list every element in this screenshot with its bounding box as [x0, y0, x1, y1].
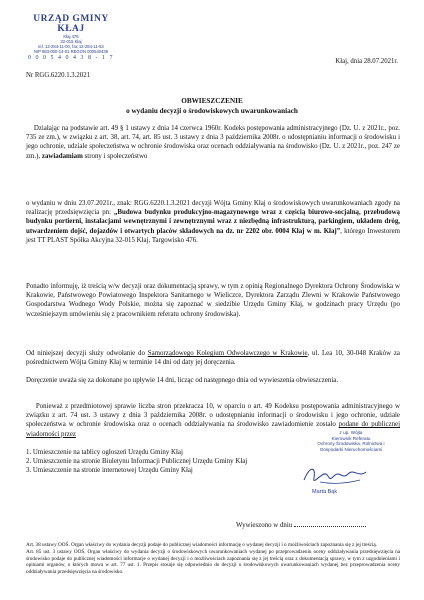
paragraph-delivery: Doręczenie uważa się za dokonane po upływie 14 dni, licząc od następnego dnia od wywieszenia obwieszczenia. [26, 377, 339, 384]
stamp-phones: tel. 12-284-11-00, fax 12-284-11-53 [38, 44, 104, 49]
para2-text: o wydaniu w dniu 23.07.2021r., znak: RGG.6220.1.3.2021 decyzji Wójta Gminy Kłaj o środowiskowych uwarunkowaniach zgody na realizację przedsięwzięcia pn: [26, 200, 400, 217]
posted-on [236, 522, 366, 529]
footnotes [26, 542, 400, 576]
posted-date-line [294, 526, 366, 527]
list-item: 2. Umieszczenie na stronie Biuletynu Informacji Publicznej Urzędu Gminy Kłaj [26, 458, 248, 466]
notice-title: OBWIESZCZENIE [181, 97, 243, 105]
appeal-body: Samorządowego Kolegium Odwoławczego w Krakowie [147, 350, 308, 357]
sign-stamp-line: Ochrony Środowiska, Rolnictwa i [317, 441, 385, 447]
para2-end: , którego Inwestorem jest TT PLAST Spółka Akcyjna 32-015 Kłaj, Targowisko 476. [26, 227, 400, 244]
sign-stamp-line: Kierownik Referatu [331, 435, 371, 441]
list-item: 1. Umieszczenie na tablicy ogłoszeń Urzędu Gminy Kłaj [26, 449, 183, 456]
para1-text: Działając na podstawie art. 49 § 1 ustawy z dnia 14 czerwca 1960r. Kodeks postępowania administracyjnego (Dz. U. z 2021r., poz. 735 ze zm.), w związku z art. 38, art. 74, art. 85 ust. 3 ustawy z dnia 3 października 2008r. o udostępnianiu informacji o środowisku i jego ochronie, udziale społeczeństwa w ochronie środowiska oraz ocenach oddziaływania na środowisko (Dz. U. z 2021r., poz. 247 ze zm.), [26, 125, 400, 160]
reference-number: Nr RGG.6220.1.3.2021 [26, 72, 91, 79]
stamp-address: Kłaj 476 [63, 34, 79, 39]
office-header-stamp [12, 14, 130, 61]
list-item: 3. Umieszczenie na stronie internetowej Urzędu Gminy Kłaj [26, 467, 193, 475]
para1-end: strony i społeczeństwo [84, 152, 148, 160]
paragraph-decision [26, 199, 400, 245]
para4-text: Od niniejszej decyzji służy odwołanie do [26, 350, 145, 357]
handwritten-signature [300, 462, 370, 488]
signature-stamp [292, 430, 410, 452]
para6-underline: podane do publicznej wiadomości przez [26, 421, 400, 438]
para6-text: Ponieważ z przedmiotowej sprawie liczba stron przekracza 10, w oparciu o art. 49 Kodeksu postępowania administracyjnego w związku z art. 74 ust. 3 ustawy z dnia 3 października 2008r. o udostępnianiu informacji o środowisku i jego ochronie, udziale społeczeństwa w ochronie środowiska oraz o ocenach oddziaływania na środowisko zawiadomienie zostało [26, 403, 400, 429]
stamp-nip-regon: NIP 683-000-14-01 REGON 000540438 [33, 49, 109, 54]
stamp-town: KŁAJ [57, 24, 85, 34]
publication-list [26, 448, 247, 476]
place-date: Kłaj, dnia 28.07.2021r. [335, 58, 398, 65]
para1-bold: zawiadamiam [41, 152, 83, 160]
project-name: „Budowa budynku produkcyjno-magazynowego wraz z częścią biurowo-socjalną, przebudową budynku portierni, instalacjami wewnętrznymi i zewnętrznymi wraz z niezbędną infrastrukturą, parkingiem, układem dróg, utwardzeniem dojść, dojazdów i otwartych placów składowych na dz. nr 2202 obr. 0004 Kłaj w m. Kłaj” [26, 209, 400, 235]
posted-label: Wywieszono w dniu [236, 522, 293, 529]
paragraph-appeal [26, 349, 400, 367]
notice-subtitle: o wydaniu decyzji o środowiskowych uwarunkowaniach [126, 107, 298, 115]
sign-stamp-line: z up. Wójta [339, 430, 363, 435]
stamp-org: URZĄD GMINY [33, 14, 109, 24]
signer-name: Marta Bąk [312, 489, 338, 495]
footnote: Art. 38 ustawy OOŚ. Organ właściwy do wydania decyzji podaje do publicznej wiadomości informację o wydanej decyzji i o możliwościach zapoznania się z jej treścią. [26, 542, 377, 548]
stamp-postal: 32-015 Kłaj [60, 39, 82, 44]
para4-end: , ul. Lea 10, 30-048 Kraków za pośrednictwem Wójta Gminy Kłaj w terminie 14 dni od daty jej doręczenia. [26, 350, 400, 367]
footnote: Art. 85 ust. 3 ustawy OOŚ. Organ właściwy do wydania decyzji o środowiskowych uwarunkowaniach wydanej po przeprowadzeniu oceny oddziaływania przedsięwzięcia na środowisko podaje do publicznej wiadomości informacje o wydanej decyzji i o możliwościach zapoznania się z jej treścią oraz z dokumentacją sprawy, w tym z uzgodnieniami i opiniami organów, o których mowa w art. 77 ust. 1. Przepis stosuje się odpowiednio do decyzji o środowiskowych uwarunkowaniach wydanej bez przeprowadzenia oceny oddziaływania przedsięwzięcia na środowisko. [26, 549, 400, 575]
sign-stamp-line: Gospodarki Nieruchomościami [319, 446, 383, 452]
paragraph-documentation: Ponadto informuję, iż treścią w/w decyzji oraz dokumentacją sprawy, w tym z opinią Regionalnego Dyrektora Ochrony Środowiska w Krakowie, Państwowego Powiatowego Inspektora Sanitarnego w Wieliczce, Dyrektora Zarządu Zlewni w Krakowie Państwowego Gospodarstwa Wodnego Wody Polskie, można się zapoznać w siedzibie Urzędu Gminy Kłaj, w godzinach pracy Urzędu (po wcześniejszym umówieniu się z pracownikiem referatu ochrony środowiska). [26, 283, 400, 318]
stamp-code: 0 0 0 5 4 0 4 3 8 - 1 7 [28, 55, 114, 61]
paragraph-legal-basis [26, 124, 400, 161]
